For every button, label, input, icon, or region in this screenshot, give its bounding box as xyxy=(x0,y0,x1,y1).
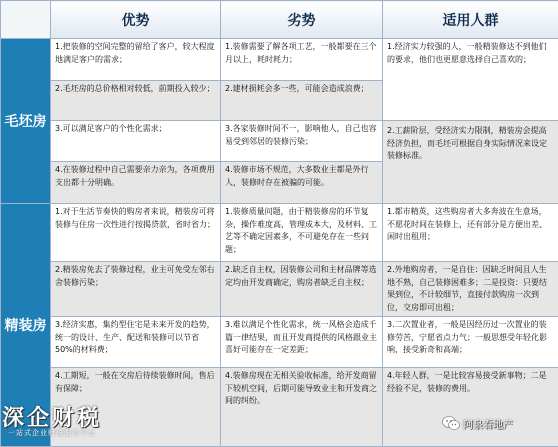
cell-target-group: 2.外地购房者，一是自住：因缺乏时间且人生地不熟，自己装修困难多；二是投资：只要结果到位，不计较细节，直接付款购房一次到位，交房即可出租； xyxy=(383,262,558,317)
cell-target-group: 3.二次置业者，一般是因经历过一次置业的装修劳苦，宁愿省点力气；一般思想受年轻化影响，接受新奇和高端； xyxy=(383,317,558,368)
wechat-account-name: 阿泉看地产 xyxy=(463,419,513,431)
cell-disadvantage: 2.建材损耗会多一些，可能会造成浪费； xyxy=(221,81,383,121)
cell-advantage: 3.可以满足客户的个性化需求； xyxy=(51,121,221,162)
header-disadvantages: 劣势 xyxy=(221,1,383,39)
cell-target-group: 2.工薪阶层，受经济实力限制，精装房会提高经济负担，而毛坯可根据自身实际情况来设定装修标准。 xyxy=(383,121,558,204)
cell-advantage: 1.把装修的空间完整的留给了客户，较大程度地满足客户的需求； xyxy=(51,39,221,81)
category-rough-house: 毛坯房 xyxy=(1,39,51,204)
cell-disadvantage: 2.缺乏自主权，因装修公司和主材品牌等选定均由开发商确定，购房者缺乏自主权； xyxy=(221,262,383,317)
cell-advantage: 4.在装修过程中自己需要亲力亲为，各项费用支出都十分明确。 xyxy=(51,162,221,204)
cell-disadvantage: 1.装修质量问题，由于精装修房的环节复杂，操作难度高，管理成本大，及材料、工艺等不确定因素多，不可避免存在一些问题； xyxy=(221,204,383,262)
cell-target-group: 1.都市精英，这些购房者大多奔波在生意场，不愿花时间在装修上，还有部分是方便出差、闲时出租用； xyxy=(383,204,558,262)
watermark-tagline: 一站式企业财税服务平台 xyxy=(8,429,96,437)
cell-target-group: 4.年轻人群，一是比较容易接受新事物；二是经验不足，装修的费用。 xyxy=(383,368,558,447)
category-finished-house: 精装房 xyxy=(1,204,51,447)
table-row xyxy=(1,262,558,317)
table-row xyxy=(1,204,558,262)
cell-advantage: 4.工期短，一般在交房后待续装修时间，售后有保障； xyxy=(51,368,221,447)
header-row xyxy=(1,1,558,39)
header-corner xyxy=(1,1,51,39)
cell-advantage: 3.经济实惠，集约型住宅是未来开发的趋势，统一的设计、生产、配送和装修可以节省50%的材料费； xyxy=(51,317,221,368)
header-advantages: 优势 xyxy=(51,1,221,39)
table-row xyxy=(1,121,558,162)
table-row xyxy=(1,39,558,81)
cell-disadvantage: 4.装修房现在无相关验收标准，给开发商留下较机空间，后期可能导致业主和开发商之间的纠纷。 xyxy=(221,368,383,447)
header-target-group: 适用人群 xyxy=(383,1,558,39)
watermark-logo-text: 深企财税 xyxy=(2,406,103,431)
wechat-watermark xyxy=(442,411,542,435)
cell-disadvantage: 1.装修需要了解各项工艺，一般都要在三个月以上，耗时耗力； xyxy=(221,39,383,81)
cell-advantage: 2.毛坯房的总价格相对较低，前期投入较少； xyxy=(51,81,221,121)
cell-advantage: 2.精装房免去了装修过程，业主可免受左邻右舍装修污染； xyxy=(51,262,221,317)
cell-disadvantage: 4.装修市场不规范，大多数业主都是外行人，装修时存在被骗的可能。 xyxy=(221,162,383,204)
wechat-icon xyxy=(442,415,460,431)
cell-advantage: 1.对于生活节奏快的购房者来说，精装房可将装修与住房一次性进行按揭贷款，省时省力； xyxy=(51,204,221,262)
cell-target-group: 1.经济实力较强的人，一般精装修达不到他们的要求，他们也更愿意选择自己喜欢的； xyxy=(383,39,558,121)
cell-disadvantage: 3.难以满足个性化需求，统一风格会造成千篇一律结果，而且开发商提供的风格跟业主喜好可能存在一定差距； xyxy=(221,317,383,368)
cell-disadvantage: 3.各家装修时间不一，影响他人，自己也容易受到邻居的装修污染； xyxy=(221,121,383,162)
table-row xyxy=(1,317,558,368)
